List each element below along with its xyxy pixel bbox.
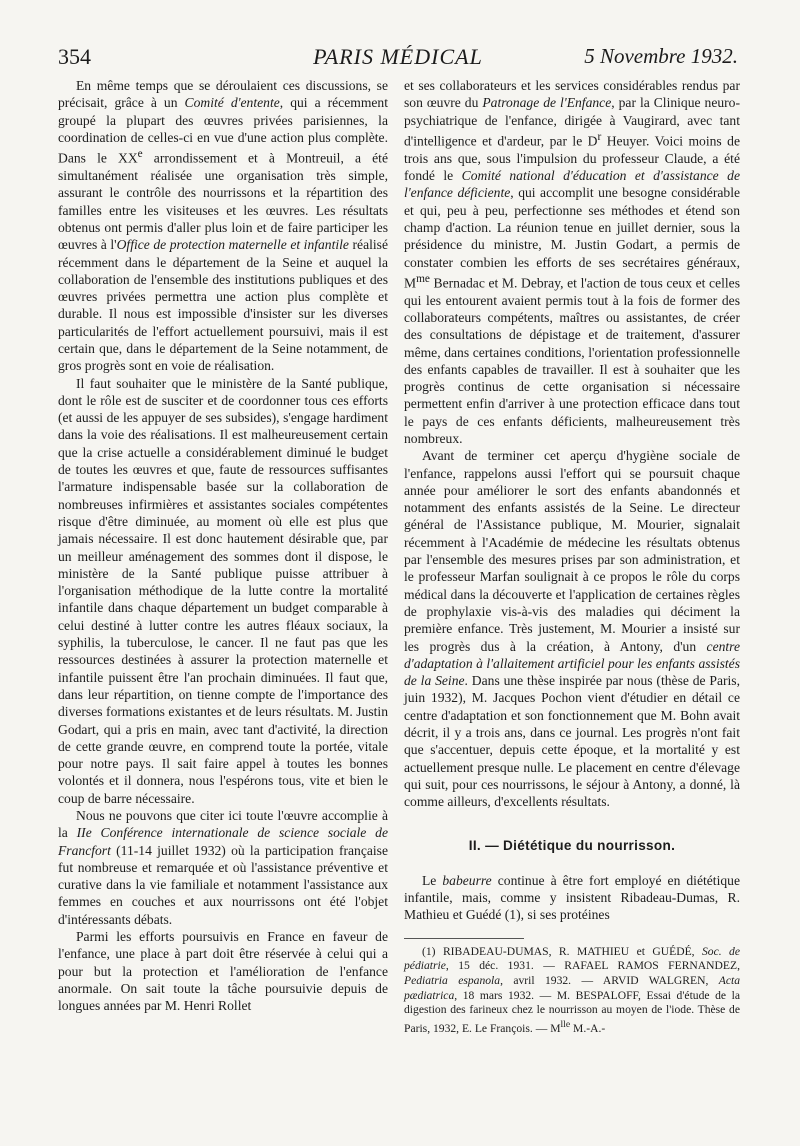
section-heading: II. — Diététique du nourrisson. [468, 837, 676, 853]
footnote-divider [404, 938, 524, 939]
paragraph: Le babeurre continue à être fort employé en diététique infantile, mais, comme y insistent Ribadeau-Dumas, R. Mathieu et Guédé (1), si ses protéines [404, 872, 740, 923]
footnote: (1) RIBADEAU-DUMAS, R. MATHIEU et GUÉDÉ, Soc. de pédiatrie, 15 déc. 1931. — RAFAEL RAMOS FERNANDEZ, Pediatria espanola, avril 1932. — ARVID WALGREN, Acta pædiatrica, 18 mars 1932. — M. BESPALOFF, Essai d'étude de la digestion des farineux chez le nourrisson au moyen de l'iode. Thèse de Paris, 1932, E. Le François. — $M^{lle}$ M.-A.- [404, 944, 741, 1035]
paragraph: Il faut souhaiter que le ministère de la Santé publique, dont le rôle est de susciter et de coordonner tous ces efforts (et aussi de les appuyer de ses subsides), s'engage hardiment dans la voie des réalisations. Il est malheureusement certain que la crise actuelle a considérablement diminué le budget de toutes les œuvres et que, faute de ressources suffisantes l'armature indispensable basée sur la collaboration de nombreuses infirmières et assistantes sociales compétentes risque d'être diminuée, au moment où elle est plus que jamais nécessaire. Il est donc hautement désirable que, par un meilleur aménagement des sommes dont il dispose, le ministère de la Santé publique puisse attribuer à l'organisation méthodique de la lutte contre la mortalité infantile dans chaque département un budget comparable à celui destiné à lutter contre les autres fléaux sociaux, la syphilis, la tuberculose, le cancer. Il ne faut pas que les ressources destinées à assurer la protection maternelle et infantile puissent être l'an prochain diminuées. Il faut que, dans leur répartition, on tienne compte de l'importance des diverses formations existantes et de leurs résultats. M. Justin Godart, qui a pris en main, avec tant d'activité, la direction de cette grande œuvre, en comprend toute la portée, vitale pour notre pays. Il sait faire appel à toutes les bonnes volontés et il donnera, nous l'espérons tous, vite et bien le coup de barre nécessaire. [58, 375, 388, 806]
left-column [58, 77, 388, 1015]
journal-title: PARIS MÉDICAL [313, 44, 483, 69]
paragraph: Nous ne pouvons que citer ici toute l'œuvre accomplie à la IIe Conférence internationale de science sociale de Francfort (11-14 juillet 1932) où la participation française fut nombreuse et remarquée et où l'assistance préventive et curative dans la vie familiale et notamment l'assistance aux femmes en couches et aux nourrissons ont été l'objet d'intéressants débats. [58, 808, 388, 927]
issue-date: 5 Novembre 1932. [584, 44, 738, 68]
paragraph: En même temps que se déroulaient ces discussions, se précisait, grâce à un Comité d'entente, qui a récemment groupé la plupart des œuvres privées parisiennes, la coordination de celles-ci en vue d'une action plus complète. Dans le XXe arrondissement et à Montreuil, a été simultanément réalisée une organisation très simple, assurant le contrôle des nourrissons et la répartition des familles entre les visiteuses et les œuvres. Les résultats obtenus ont permis d'aller plus loin et de faire participer les œuvres à l'Office de protection maternelle et infantile réalisé récemment dans le département de la Seine et auquel la collaboration de l'ensemble des institutions publiques et des œuvres privées permettra une action plus complète et durable. Il nous est impossible d'insister sur les diverses particularités de l'effort actuellement poursuivi, mais il est certain que, dans le département de la Seine notamment, de gros progrès sont en voie de réalisation. [58, 78, 388, 374]
page-header [58, 44, 738, 74]
paragraph: et ses collaborateurs et les services considérables rendus par son œuvre du Patronage de l'Enfance, par la Clinique neuro-psychiatrique de l'enfance, dirigée à Vaugirard, avec tant d'intelligence et d'ardeur, par le $D^r$ Heuyer. Voici moins de trois ans que, sous l'impulsion du professeur Claude, a été fondé le Comité national d'éducation et d'assistance de l'enfance déficiente, qui accomplit une besogne considérable et qui, peu à peu, perfectionne ses méthodes et étend son champ d'action. La réunion tenue en juillet dernier, sous la présidence du ministre, M. Justin Godart, a permis de constater combien les efforts de ses secrétaires généraux, $M^{me}$ Bernadac et M. Debray, et l'action de tous ceux et celles qui les entourent avaient permis tout à la fois de former des collaborateurs compétents, maîtres ou assistantes, de créer des consultations de dépistage et de traitement, d'assurer même, dans certaines conditions, l'orientation professionnelle des enfants capables de travailler. Il est à souhaiter que les progrès continus de cette organisation si nécessaire permettent enfin d'arriver à une protection efficace dans tout le pays de ces enfants déficients, malheureusement très nombreux. [404, 78, 741, 446]
paragraph: Avant de terminer cet aperçu d'hygiène sociale de l'enfance, rappelons aussi l'effort qui se poursuit chaque année pour améliorer le sort des enfants abandonnés et notamment des enfants assistés de la Seine. Le directeur général de l'Assistance publique, M. Mourier, signalait récemment à l'Académie de médecine les résultats obtenus par l'ensemble des mesures prises par son administration, et le professeur Marfan soulignait à ce propos le rôle du corps médical dans la découverte et l'application de certaines règles de prophylaxie vis-à-vis des maladies qui déciment la première enfance. Très justement, M. Mourier a insisté sur les progrès dus à la création, à Antony, d'un centre d'adaptation à l'allaitement artificiel pour les enfants assistés de la Seine. Dans une thèse inspirée par nous (thèse de Paris, juin 1932), M. Jacques Pochon vient d'étudier en détail ce centre d'adaptation et son fonctionnement que M. Bohn avait décrit, il y a trois ans, dans ce journal. Les progrès n'ont fait que s'accentuer, depuis cette époque, et la mortalité y est actuellement presque nulle. Le placement en centre d'élevage qui suit, pour ces nourrissons, le séjour à Antony, a donné, là comme ailleurs, d'excellents résultats. [404, 448, 740, 810]
right-column [404, 77, 740, 1036]
page-number: 354 [58, 44, 91, 69]
paragraph: Parmi les efforts poursuivis en France en faveur de l'enfance, une place à part doit être réservée à celui qui a pour but la protection et l'amélioration de l'enfance anormale. On sait toute la tâche poursuivie depuis de longues années par M. Henri Rollet [58, 929, 388, 1014]
